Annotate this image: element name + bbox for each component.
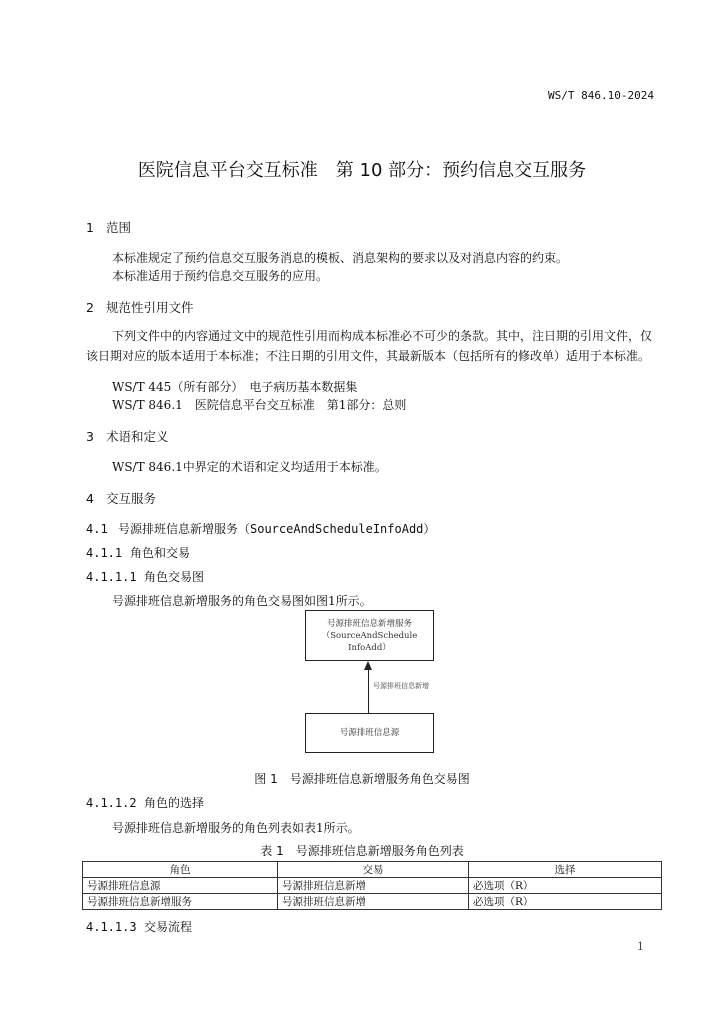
box-label: 号源排班信息源 [339,728,400,738]
section-number: 4.1.1.1 [86,570,137,584]
section-number: 4 [86,491,94,506]
section-4-1-1-3-heading [86,918,192,935]
section-title: 角色的选择 [144,796,205,810]
section-4-1-1-1-heading [86,568,204,585]
arrow-line [368,669,369,713]
table-cell: 号源排班信息新增 [278,878,469,894]
scope-paragraph-1: 本标准规定了预约信息交互服务消息的模板、消息架构的要求以及对消息内容的约束。 [112,251,569,265]
section-title: 术语和定义 [106,429,169,444]
table-reference-paragraph: 号源排班信息新增服务的角色列表如表1所示。 [112,821,360,835]
section-title: 角色和交易 [130,546,191,560]
section-title: 规范性引用文件 [106,300,194,315]
section-4-1-heading [86,520,435,537]
section-title: 交互服务 [106,491,157,506]
section-number: 1 [86,220,94,235]
section-4-1-1-heading [86,544,190,561]
scope-paragraph-2: 本标准适用于预约信息交互服务的应用。 [112,269,329,283]
box-line-1: 号源排班信息新增服务 [326,618,412,629]
column-header-transaction: 交易 [278,862,469,878]
table-row [83,878,662,894]
section-4-heading [86,489,156,507]
arrow-label: 号源排班信息新增 [373,682,429,690]
table-row [83,894,662,910]
figure-reference-paragraph: 号源排班信息新增服务的角色交易图如图1所示。 [112,594,372,608]
section-title: 角色交易图 [144,570,205,584]
section-1-heading [86,218,131,236]
box-line-2: （SourceAndSchedule [321,630,418,641]
reference-item-1: WS/T 445（所有部分） 电子病历基本数据集 [112,380,358,394]
section-number: 2 [86,300,94,315]
section-title: 范围 [106,220,132,235]
table-cell: 必选项（R） [469,894,662,910]
role-table [82,861,662,910]
diagram-box-add-service [305,610,434,661]
normative-references-paragraph: 下列文件中的内容通过文中的规范性引用而构成本标准必不可少的条款。其中，注日期的引用文件，仅该日期对应的版本适用于本标准；不注日期的引用文件，其最新版本（包括所有的修改单）适用于本标准。 [86,329,653,363]
table-header-row [83,862,662,878]
reference-item-2: WS/T 846.1 医院信息平台交互标准 第1部分：总则 [112,398,407,412]
section-3-heading [86,427,169,445]
column-header-selection: 选择 [469,862,662,878]
standard-code: WS/T 846.10-2024 [548,89,654,102]
page-number: 1 [637,940,644,953]
table-cell: 必选项（R） [469,878,662,894]
table-cell: 号源排班信息新增服务 [83,894,278,910]
section-title: 号源排班信息新增服务（SourceAndScheduleInfoAdd） [118,522,436,536]
section-4-1-1-2-heading [86,794,204,811]
section-number: 4.1.1.2 [86,796,137,810]
diagram-box-info-source [305,713,434,753]
table-cell: 号源排班信息新增 [278,894,469,910]
section-number: 3 [86,429,94,444]
section-number: 4.1 [86,522,108,536]
table-cell: 号源排班信息源 [83,878,278,894]
box-line-3: InfoAdd） [348,642,391,653]
section-2-heading [86,298,194,316]
terms-paragraph: WS/T 846.1中界定的术语和定义均适用于本标准。 [112,460,387,474]
document-title: 医院信息平台交互标准 第 10 部分：预约信息交互服务 [137,160,587,181]
table-caption: 表 1 号源排班信息新增服务角色列表 [260,844,464,858]
column-header-role: 角色 [83,862,278,878]
section-number: 4.1.1 [86,546,123,560]
section-title: 交易流程 [144,920,193,934]
section-number: 4.1.1.3 [86,920,137,934]
figure-caption: 图 1 号源排班信息新增服务角色交易图 [254,772,470,786]
